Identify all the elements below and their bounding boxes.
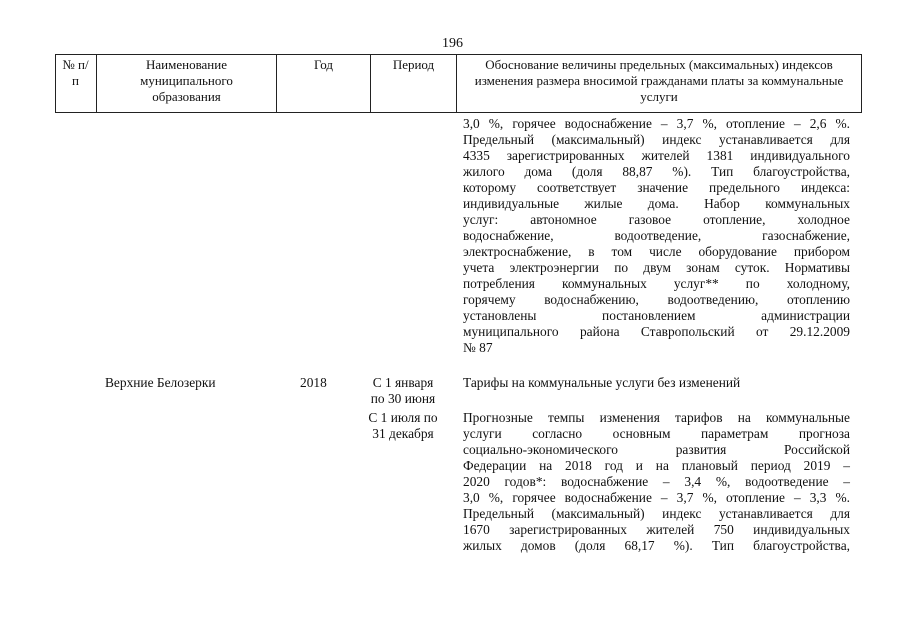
basis-second-half: Прогнозные темпы изменения тарифов на коммунальные услуги согласно основным параметрам прогноза социально-экономического развития Российской Федерации на 2018 год и на плановый период 2019 – 2020 годов*: водоснабжение – 3,4 %, водоотведение – 3,0 %, горячее водоснабжение – 3,7 %, отопление – 3,3 %. Предельный (максимальный) индекс устанавливается для 1670 зарегистрированных жителей 750 индивидуальных жилых домов (доля 68,17 %). Тип благоустройства, bbox=[463, 410, 850, 553]
page-number: 196 bbox=[442, 36, 463, 51]
period-first-half: С 1 января по 30 июня bbox=[370, 375, 436, 406]
period-second-half: С 1 июля по 31 декабря bbox=[368, 410, 438, 441]
header-basis: Обоснование величины предельных (максимальных) индексов изменения размера вносимой гражданами платы за коммунальные услуги bbox=[457, 54, 862, 112]
basis-first-half: Тарифы на коммунальные услуги без изменений bbox=[463, 375, 741, 390]
header-bottom-border bbox=[55, 112, 862, 113]
header-num: № п/п bbox=[55, 54, 97, 112]
header-year: Год bbox=[277, 54, 371, 112]
continuation-text: 3,0 %, горячее водоснабжение – 3,7 %, отопление – 2,6 %. Предельный (максимальный) индекс устанавливается для 4335 зарегистрированных жителей 1381 индивидуального жилого дома (доля 88,87 %). Тип благоустройства, которому соответствует значение предельного индекса: индивидуальные жилые дома. Набор коммунальных услуг: автономное газовое отопление, холодное водоснабжение, водоотведение, газоснабжение, электроснабжение, в том числе оборудование прибором учета электроэнергии по двум зонам суток. Нормативы потребления коммунальных услуг** по холодному, горячему водоснабжению, водоотведению, отоплению установлены постановлением администрации муниципального района Ставропольский от 29.12.2009 № 87 bbox=[463, 116, 850, 355]
header-municipality: Наименование муниципального образования bbox=[97, 54, 277, 112]
header-period: Период bbox=[371, 54, 457, 112]
municipality-name: Верхние Белозерки bbox=[105, 375, 216, 390]
row-year: 2018 bbox=[300, 375, 327, 390]
